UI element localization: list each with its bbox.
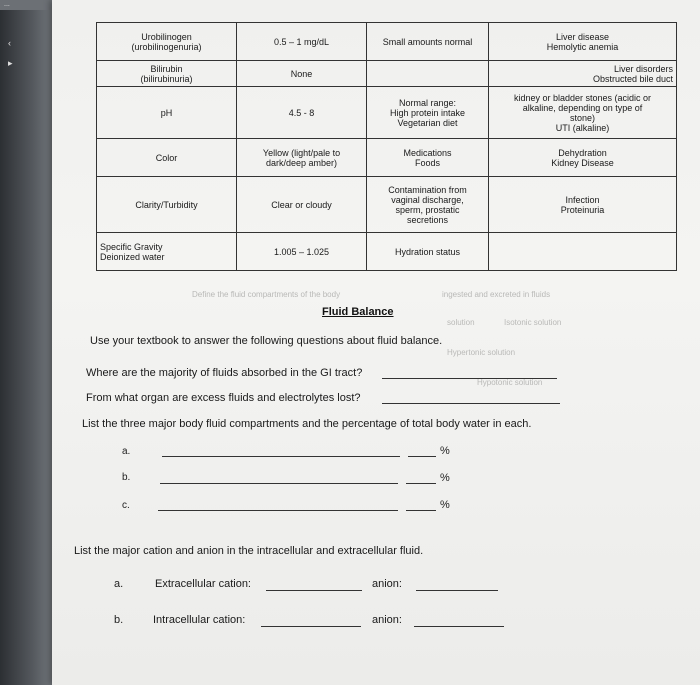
question-organ: From what organ are excess fluids and electrolytes lost? — [86, 392, 361, 404]
bleed-through-text: Hypotonic solution — [477, 378, 543, 387]
intracellular-anion-line[interactable] — [414, 626, 504, 627]
table-cell: 4.5 - 8 — [237, 87, 367, 139]
answer-line-organ[interactable] — [382, 403, 560, 404]
play-arrow-icon: ▸ — [8, 58, 13, 68]
extracellular-anion-line[interactable] — [416, 590, 498, 591]
desk-background — [0, 0, 60, 685]
percent-sign: % — [440, 445, 450, 457]
intracellular-cation-label: Intracellular cation: — [153, 614, 246, 626]
table-cell: Dehydration Kidney Disease — [489, 139, 677, 177]
bleed-through-text: Define the fluid compartments of the body — [192, 290, 341, 299]
table-cell: Color — [97, 139, 237, 177]
table-cell: 0.5 – 1 mg/dL — [237, 23, 367, 61]
answer-line-gi[interactable] — [382, 378, 557, 379]
table-cell: Clear or cloudy — [237, 177, 367, 233]
list-letter: b. — [122, 472, 131, 483]
percent-line-a[interactable] — [408, 456, 436, 457]
percent-sign: % — [440, 499, 450, 511]
table-cell: 1.005 – 1.025 — [237, 233, 367, 271]
list-letter: b. — [114, 614, 124, 626]
table-cell — [489, 233, 677, 271]
table-cell: Medications Foods — [367, 139, 489, 177]
compartment-line-c[interactable] — [158, 510, 398, 511]
table-cell: kidney or bladder stones (acidic or alkaline, depending on type of stone) UTI (alkaline) — [489, 87, 677, 139]
list-letter: a. — [122, 446, 131, 457]
question-ions: List the major cation and anion in the intracellular and extracellular fluid. — [74, 545, 424, 557]
table-row — [97, 61, 677, 87]
table-cell: Contamination from vaginal discharge, sperm, prostatic secretions — [367, 177, 489, 233]
list-letter: c. — [122, 500, 130, 511]
table-cell: Small amounts normal — [367, 23, 489, 61]
bleed-through-text: Isotonic solution — [504, 318, 562, 327]
worksheet-page — [52, 0, 700, 685]
table-row — [97, 23, 677, 61]
left-arrow-icon: ‹ — [8, 38, 11, 48]
table-cell: Specific Gravity Deionized water — [97, 233, 237, 271]
intracellular-cation-line[interactable] — [261, 626, 361, 627]
intracellular-anion-label: anion: — [372, 614, 402, 626]
table-cell: Clarity/Turbidity — [97, 177, 237, 233]
compartment-line-a[interactable] — [162, 456, 400, 457]
question-compartments: List the three major body fluid compartments and the percentage of total body water in each. — [82, 418, 532, 430]
table-row — [97, 87, 677, 139]
section-title: Fluid Balance — [322, 306, 394, 318]
table-cell: Urobilinogen (urobilinogenuria) — [97, 23, 237, 61]
bleed-through-text: Hypertonic solution — [447, 348, 516, 357]
table-cell: Infection Proteinuria — [489, 177, 677, 233]
table-cell: Liver disorders Obstructed bile duct — [489, 61, 677, 87]
compartment-line-b[interactable] — [160, 483, 398, 484]
table-cell: Yellow (light/pale to dark/deep amber) — [237, 139, 367, 177]
extracellular-cation-label: Extracellular cation: — [155, 578, 251, 590]
table-cell: Normal range: High protein intake Vegetarian diet — [367, 87, 489, 139]
extracellular-anion-label: anion: — [372, 578, 402, 590]
list-letter: a. — [114, 578, 124, 590]
table-row — [97, 139, 677, 177]
extracellular-cation-line[interactable] — [266, 590, 362, 591]
table-row — [97, 233, 677, 271]
table-cell: Bilirubin (bilirubinuria) — [97, 61, 237, 87]
question-gi-absorption: Where are the majority of fluids absorbed in the GI tract? — [86, 367, 363, 379]
table-cell: Liver disease Hemolytic anemia — [489, 23, 677, 61]
table-row — [97, 177, 677, 233]
table-cell: pH — [97, 87, 237, 139]
table-cell: None — [237, 61, 367, 87]
table-cell — [367, 61, 489, 87]
urinalysis-table — [96, 22, 677, 271]
bleed-through-text: ingested and excreted in fluids — [442, 290, 551, 299]
window-corner-tab: ... — [0, 0, 50, 10]
bleed-through-text: solution — [447, 318, 475, 327]
percent-line-c[interactable] — [406, 510, 436, 511]
percent-sign: % — [440, 472, 450, 484]
percent-line-b[interactable] — [406, 483, 436, 484]
instructions-text: Use your textbook to answer the following questions about fluid balance. — [90, 335, 443, 347]
table-cell: Hydration status — [367, 233, 489, 271]
